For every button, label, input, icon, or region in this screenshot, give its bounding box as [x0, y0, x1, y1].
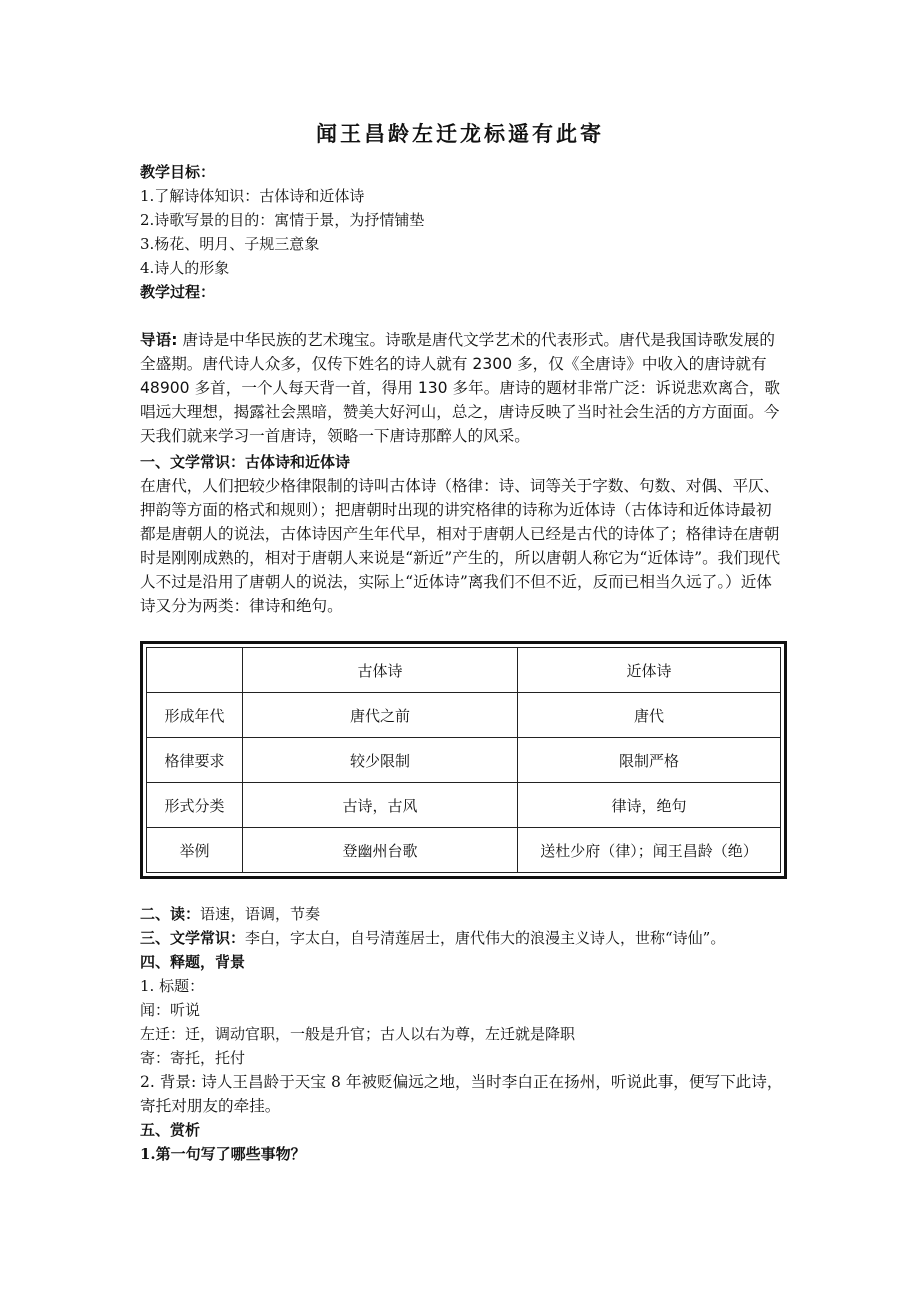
table-row: [147, 783, 781, 828]
process-heading: 教学过程：: [140, 283, 216, 301]
intro-label: 导语:: [140, 331, 178, 349]
section4-line: 左迁：迁，调动官职，一般是升官；古人以右为尊，左迁就是降职: [140, 1025, 576, 1043]
table-cell: 古诗，古风: [243, 783, 518, 828]
section5-question: 1.第一句写了哪些事物？: [140, 1145, 306, 1163]
section4-line: 1. 标题：: [140, 977, 205, 995]
table-row-label: 格律要求: [147, 738, 243, 783]
section1-heading: 一、文学常识：古体诗和近体诗: [140, 453, 351, 471]
table-row-label: 举例: [147, 828, 243, 873]
table-header-cell: 近体诗: [518, 648, 781, 693]
section2: [140, 902, 320, 926]
table-row: [147, 693, 781, 738]
table-cell: 送杜少府（律）；闻王昌龄（绝）: [518, 828, 781, 873]
section4-line: 寄：寄托，托付: [140, 1049, 246, 1067]
table-cell: 律诗，绝句: [518, 783, 781, 828]
table-cell: 较少限制: [243, 738, 518, 783]
section3-heading: 三、文学常识：: [140, 929, 246, 947]
section1-text: 在唐代，人们把较少格律限制的诗叫古体诗（格律：诗、词等关于字数、句数、对偶、平仄、押韵等方面的格式和规则）；把唐朝时出现的讲究格律的诗称为近体诗（古体诗和近体诗最初都是唐朝人的说法，古体诗因产生年代早，相对于唐朝人已经是古代的诗体了；格律诗在唐朝时是刚刚成熟的，相对于唐朝人来说是“新近”产生的，所以唐朝人称它为“近体诗”。我们现代人不过是沿用了唐朝人的说法，实际上“近体诗”离我们不但不近，反而已相当久远了。）近体诗又分为两类：律诗和绝句。: [140, 477, 781, 615]
section4-heading: 四、释题，背景: [140, 953, 246, 971]
table-cell: 唐代: [518, 693, 781, 738]
table-row-label: 形成年代: [147, 693, 243, 738]
objective-item: 2.诗歌写景的目的：寓情于景，为抒情铺垫: [140, 211, 425, 229]
table-row: [147, 738, 781, 783]
table-cell: 限制严格: [518, 738, 781, 783]
intro-paragraph: [140, 328, 785, 448]
section3: [140, 926, 725, 950]
table-row: [147, 828, 781, 873]
section2-heading: 二、读：: [140, 905, 201, 923]
objective-item: 3.杨花、明月、子规三意象: [140, 235, 320, 253]
section4-line: 闻：听说: [140, 1001, 201, 1019]
section5-heading: 五、赏析: [140, 1121, 201, 1139]
intro-text: 唐诗是中华民族的艺术瑰宝。诗歌是唐代文学艺术的代表形式。唐代是我国诗歌发展的全盛期。唐代诗人众多，仅传下姓名的诗人就有 2300 多，仅《全唐诗》中收入的唐诗就有 48900 多首，一个人每天背一首，得用 130 多年。唐诗的题材非常广泛：诉说悲欢离合，歌唱远大理想，揭露社会黑暗，赞美大好河山，总之，唐诗反映了当时社会生活的方方面面。今天我们就来学习一首唐诗，领略一下唐诗那醉人的风采。: [140, 331, 781, 445]
objective-item: 4.诗人的形象: [140, 259, 230, 277]
table-cell: [147, 648, 243, 693]
objectives-heading: 教学目标：: [140, 163, 216, 181]
section3-text: 李白，字太白，自号清莲居士，唐代伟大的浪漫主义诗人，世称“诗仙”。: [245, 929, 726, 947]
comparison-table: [140, 641, 787, 879]
section4-background: 2. 背景: 诗人王昌龄于天宝 8 年被贬偏远之地，当时李白正在扬州，听说此事，便写下此诗，寄托对朋友的牵挂。: [140, 1073, 783, 1115]
page-title: 闻王昌龄左迁龙标遥有此寄: [316, 121, 604, 146]
table-header-row: [147, 648, 781, 693]
table-row-label: 形式分类: [147, 783, 243, 828]
objective-item: 1.了解诗体知识：古体诗和近体诗: [140, 187, 365, 205]
table-header-cell: 古体诗: [243, 648, 518, 693]
table-cell: 唐代之前: [243, 693, 518, 738]
table-cell: 登幽州台歌: [243, 828, 518, 873]
section2-text: 语速，语调，节奏: [200, 905, 321, 923]
